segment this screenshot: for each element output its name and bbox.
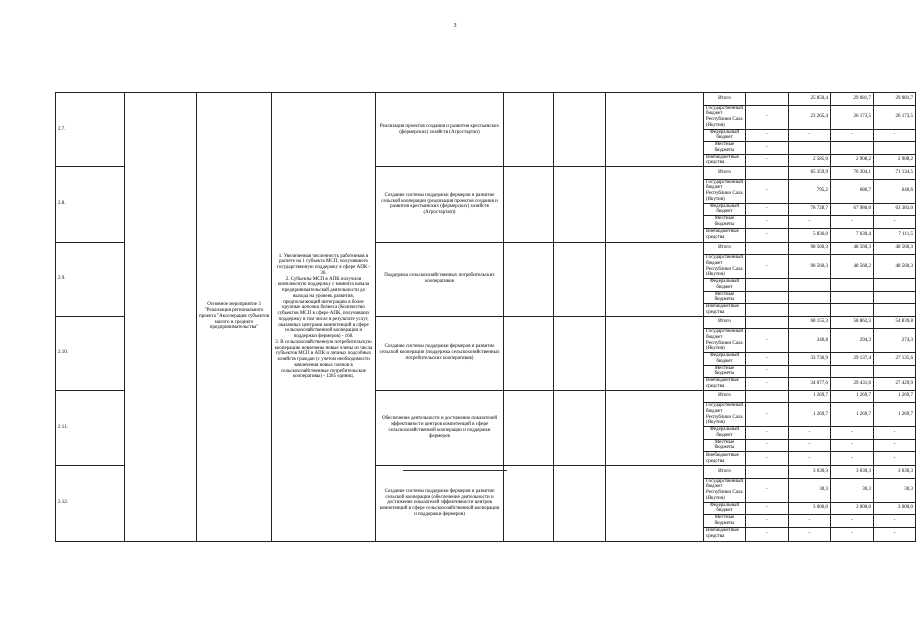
amount-cell: - [831, 216, 874, 229]
row-number: 2.10. [56, 316, 125, 390]
amount-cell: 29 081,7 [874, 93, 916, 106]
amount-cell: 1 269,7 [789, 390, 831, 403]
amount-cell: 29 137,4 [831, 353, 874, 366]
amount-cell: - [746, 129, 789, 142]
amount-cell: - [746, 203, 789, 216]
funding-source: Местные бюджеты [704, 291, 746, 304]
amount-cell [789, 291, 831, 304]
row-number: 2.12. [56, 466, 125, 542]
table-body [56, 93, 916, 542]
amount-cell: 54 839,8 [874, 316, 916, 329]
executor-cell [504, 316, 554, 390]
funding-source: Государственный бюджет Республики Саха (Якутия) [704, 329, 746, 353]
result-cell [606, 390, 704, 466]
amount-cell: - [789, 439, 831, 452]
activity-name: Создание системы поддержки фермеров и развитие сельской кооперации (обеспечение деятельности и достижение показателей эффективности центров компетенций в сфере сельскохозяйственной кооперации и поддержки фермеров) [376, 466, 504, 542]
amount-cell: - [789, 527, 831, 541]
amount-cell: 1 269,7 [789, 403, 831, 427]
amount-cell: - [831, 452, 874, 466]
activity-name: Поддержка сельскохозяйственных потребительских кооперативов [376, 242, 504, 316]
funding-source: Государственный бюджет Республики Саха (Якутия) [704, 255, 746, 279]
funding-source: Федеральный бюджет [704, 502, 746, 515]
amount-cell: 3 000,0 [874, 502, 916, 515]
amount-cell [831, 142, 874, 155]
amount-cell [789, 304, 831, 317]
amount-cell: - [831, 427, 874, 440]
amount-cell: - [746, 527, 789, 541]
amount-cell: 34 077,6 [789, 378, 831, 391]
amount-cell: - [746, 515, 789, 528]
row-number: 2.8. [56, 167, 125, 243]
amount-cell: - [746, 353, 789, 366]
amount-cell: - [789, 427, 831, 440]
amount-cell [831, 291, 874, 304]
amount-cell: - [831, 129, 874, 142]
table-row [56, 93, 916, 106]
amount-cell [746, 316, 789, 329]
amount-cell: 2 908,2 [831, 154, 874, 167]
funding-source: Внебюджетные средства [704, 378, 746, 391]
amount-cell: - [746, 502, 789, 515]
amount-cell: 340,8 [789, 329, 831, 353]
funding-source: Внебюджетные средства [704, 304, 746, 317]
funding-source: Местные бюджеты [704, 142, 746, 155]
amount-cell: - [874, 427, 916, 440]
amount-cell: 27 135,6 [874, 353, 916, 366]
amount-cell: 2 908,2 [874, 154, 916, 167]
amount-cell: - [874, 129, 916, 142]
activity-name: Реализация проектов создания и развития крестьянских (фермерских) хозяйств (Агростартап) [376, 93, 504, 167]
amount-cell: 98 560,3 [789, 255, 831, 279]
page-number: 3 [453, 23, 457, 29]
amount-cell: - [831, 515, 874, 528]
amount-cell: 640,6 [874, 179, 916, 203]
indicators-cell: 1. Увеличенная численность работников в расчете на 1 субъекта МСП, получившего государственную поддержку в сфере АПК - 36. 2. Субъекты МСП в АПК получили комплексную поддержку с момента начала предпринимательской деятельности до выхода на уровень развития, предполагающий интеграцию в более крупные цепочки бизнеса (Количество субъектов МСП в сфере АПК, получивших поддержку в том числе в результате услуг, оказанных центрами компетенций в сфере сельскохозяйственной кооперации и поддержки фермеров) - 168. 3. В сельскохозяйственную потребительскую кооперацию вовлечены новые члены из числа субъектов МСП в АПК и личных подсобных хозяйств граждан (с учетом необходимости вовлечения новых членов в сельскохозяйственные потребительские кооперативы) - 1285 единиц. [272, 93, 376, 542]
funding-source: Итого [704, 316, 746, 329]
result-cell [606, 93, 704, 167]
footnote-separator [403, 470, 507, 471]
amount-cell: - [746, 255, 789, 279]
amount-cell [746, 390, 789, 403]
amount-cell: 63 383,0 [874, 203, 916, 216]
activity-name: Обеспечение деятельности и достижение показателей эффективности центров компетенций в сфере сельскохозяйственной кооперации и поддержки фермеров [376, 390, 504, 466]
amount-cell [874, 279, 916, 292]
funding-source: Внебюджетные средства [704, 527, 746, 541]
amount-cell: - [746, 365, 789, 378]
amount-cell: 795,2 [789, 179, 831, 203]
amount-cell: - [789, 452, 831, 466]
executor-cell [504, 466, 554, 542]
amount-cell: 25 850,4 [789, 93, 831, 106]
amount-cell [789, 142, 831, 155]
funding-source: Федеральный бюджет [704, 203, 746, 216]
amount-cell [746, 291, 789, 304]
funding-source: Федеральный бюджет [704, 129, 746, 142]
amount-cell: 29 431,6 [831, 378, 874, 391]
funding-source: Федеральный бюджет [704, 427, 746, 440]
amount-cell: - [831, 439, 874, 452]
amount-cell: 1 269,7 [831, 403, 874, 427]
amount-cell: - [746, 142, 789, 155]
row-number: 2.7. [56, 93, 125, 167]
amount-cell: 76 304,1 [831, 167, 874, 180]
amount-cell: 686,7 [831, 179, 874, 203]
amount-cell: 2 585,0 [789, 154, 831, 167]
funding-source: Внебюджетные средства [704, 228, 746, 242]
amount-cell: 71 134,5 [874, 167, 916, 180]
amount-cell: 26 173,5 [831, 105, 874, 129]
funding-source: Итого [704, 167, 746, 180]
amount-cell: 1 269,7 [874, 390, 916, 403]
amount-cell [874, 291, 916, 304]
funding-source: Итого [704, 390, 746, 403]
amount-cell: 3 000,0 [831, 502, 874, 515]
amount-cell: - [746, 478, 789, 502]
funding-source: Внебюджетные средства [704, 452, 746, 466]
funding-source: Федеральный бюджет [704, 353, 746, 366]
funding-source: Итого [704, 242, 746, 255]
amount-cell: 48 560,2 [831, 255, 874, 279]
funding-source: Местные бюджеты [704, 439, 746, 452]
amount-cell: - [746, 427, 789, 440]
funding-source: Местные бюджеты [704, 365, 746, 378]
funding-source: Государственный бюджет Республики Саха (Якутия) [704, 403, 746, 427]
amount-cell: 3 000,0 [789, 502, 831, 515]
amount-cell: 7 111,5 [874, 228, 916, 242]
amount-cell: 3 030,3 [831, 466, 874, 479]
row-number: 2.11. [56, 390, 125, 466]
amount-cell: 26 173,5 [874, 105, 916, 129]
amount-cell: - [746, 329, 789, 353]
deadline-cell [554, 93, 606, 167]
amount-cell: - [746, 452, 789, 466]
amount-cell: - [746, 228, 789, 242]
amount-cell [831, 304, 874, 317]
executor-cell [504, 390, 554, 466]
funding-source: Государственный бюджет Республики Саха (Якутия) [704, 105, 746, 129]
amount-cell: - [831, 527, 874, 541]
result-cell [606, 316, 704, 390]
amount-cell [746, 93, 789, 106]
amount-cell: 27 429,9 [874, 378, 916, 391]
activity-name: Создание системы поддержки фермеров и развитие сельской кооперации (поддержка сельскохозяйственных потребительских кооперативов) [376, 316, 504, 390]
amount-cell: 29 081,7 [831, 93, 874, 106]
amount-cell: - [746, 439, 789, 452]
deadline-cell [554, 316, 606, 390]
amount-cell: 67 986,0 [831, 203, 874, 216]
amount-cell: 33 736,9 [789, 353, 831, 366]
deadline-cell [554, 390, 606, 466]
amount-cell [874, 142, 916, 155]
amount-cell [789, 279, 831, 292]
amount-cell: 78 728,7 [789, 203, 831, 216]
amount-cell: - [874, 515, 916, 528]
amount-cell: 48 560,3 [831, 242, 874, 255]
row-number: 2.9. [56, 242, 125, 316]
deadline-cell [554, 167, 606, 243]
executor-cell [504, 242, 554, 316]
budget-table [55, 92, 916, 542]
amount-cell: 1 269,7 [874, 403, 916, 427]
amount-cell: 274,3 [874, 329, 916, 353]
amount-cell: - [874, 527, 916, 541]
amount-cell: - [746, 403, 789, 427]
amount-cell: 294,3 [831, 329, 874, 353]
amount-cell: 58 862,3 [831, 316, 874, 329]
amount-cell [746, 466, 789, 479]
amount-cell [789, 365, 831, 378]
amount-cell: - [874, 439, 916, 452]
deadline-cell [554, 466, 606, 542]
funding-source: Местные бюджеты [704, 216, 746, 229]
funding-source: Итого [704, 93, 746, 106]
amount-cell: 3 030,3 [789, 466, 831, 479]
executor-cell [504, 167, 554, 243]
funding-source: Государственный бюджет Республики Саха (Якутия) [704, 478, 746, 502]
result-cell [606, 242, 704, 316]
funding-source: Местные бюджеты [704, 515, 746, 528]
result-cell [606, 167, 704, 243]
amount-cell [746, 279, 789, 292]
amount-cell [746, 167, 789, 180]
amount-cell [874, 304, 916, 317]
main-event-cell: Основное мероприятие 3 "Реализация регионального проекта "Акселерация субъектов малого и среднего предпринимательства" [197, 93, 272, 542]
amount-cell: - [789, 129, 831, 142]
amount-cell [874, 365, 916, 378]
amount-cell: 30,3 [789, 478, 831, 502]
amount-cell: 23 265,4 [789, 105, 831, 129]
executor-cell [504, 93, 554, 167]
amount-cell: - [746, 378, 789, 391]
amount-cell: - [789, 216, 831, 229]
amount-cell: 30,3 [831, 478, 874, 502]
amount-cell: - [746, 216, 789, 229]
amount-cell: - [746, 179, 789, 203]
amount-cell: 1 269,7 [831, 390, 874, 403]
funding-source: Федеральный бюджет [704, 279, 746, 292]
amount-cell [831, 279, 874, 292]
amount-cell [746, 242, 789, 255]
amount-cell: - [746, 105, 789, 129]
amount-cell: 48 560,3 [874, 242, 916, 255]
amount-cell: 30,3 [874, 478, 916, 502]
amount-cell: 68 155,3 [789, 316, 831, 329]
amount-cell: - [746, 154, 789, 167]
activity-name: Создание системы поддержки фермеров и развитие сельской кооперации (реализация проектов создания и развития крестьянских (фермерских) хозяйств (Агростартап)) [376, 167, 504, 243]
amount-cell: 5 836,0 [789, 228, 831, 242]
deadline-cell [554, 242, 606, 316]
funding-source: Внебюджетные средства [704, 154, 746, 167]
amount-cell: 85 359,9 [789, 167, 831, 180]
amount-cell: 3 030,3 [874, 466, 916, 479]
empty-cell [125, 93, 197, 542]
funding-source: Итого [704, 466, 746, 479]
amount-cell: - [789, 515, 831, 528]
funding-source: Государственный бюджет Республики Саха (Якутия) [704, 179, 746, 203]
amount-cell: 98 560,3 [789, 242, 831, 255]
amount-cell: 7 630,4 [831, 228, 874, 242]
amount-cell [746, 304, 789, 317]
amount-cell [831, 365, 874, 378]
amount-cell: - [874, 452, 916, 466]
result-cell [606, 466, 704, 542]
amount-cell: 48 560,3 [874, 255, 916, 279]
amount-cell: - [874, 216, 916, 229]
